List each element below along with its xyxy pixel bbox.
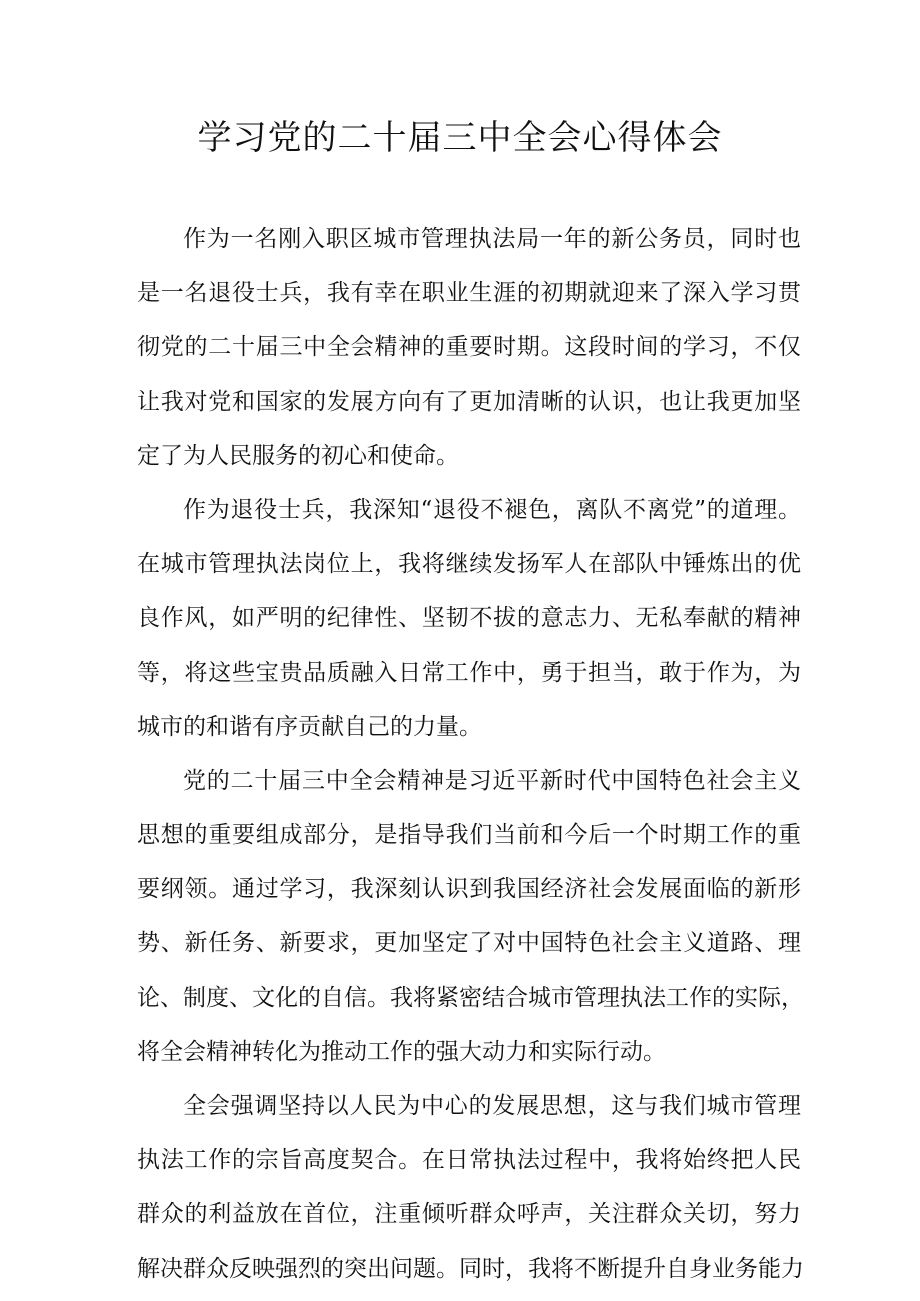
paragraph-2-line-4: 等，将这些宝贵品质融入日常工作中，勇于担当，敢于作为，为 [137,659,801,686]
paragraph-1-line-2: 是一名退役士兵，我有幸在职业生涯的初期就迎来了深入学习贯 [137,280,801,307]
paragraph-1-line-3: 彻党的二十届三中全会精神的重要时期。这段时间的学习，不仅 [137,334,801,361]
paragraph-1-line-1: 作为一名刚入职区城市管理执法局一年的新公务员，同时也 [183,226,801,252]
paragraph-2-line-2: 在城市管理执法岗位上，我将继续发扬军人在部队中锤炼出的优 [137,551,801,578]
paragraph-3-line-1: 党的二十届三中全会精神是习近平新时代中国特色社会主义 [183,767,801,794]
paragraph-3-line-2: 思想的重要组成部分，是指导我们当前和今后一个时期工作的重 [137,822,801,849]
document-body [137,212,804,1296]
paragraph-4-line-4: 解决群众反映强烈的突出问题。同时，我将不断提升自身业务能力 [137,1255,804,1282]
paragraph-2-line-3: 良作风，如严明的纪律性、坚韧不拔的意志力、无私奉献的精神 [137,605,801,632]
document-title: 学习党的二十届三中全会心得体会 [197,118,723,158]
paragraph-4-line-1: 全会强调坚持以人民为中心的发展思想，这与我们城市管理 [183,1093,801,1119]
paragraph-1-line-5: 定了为人民服务的初心和使命。 [137,442,459,469]
paragraph-3-line-6: 将全会精神转化为推动工作的强大动力和实际行动。 [137,1038,666,1065]
paragraph-2-line-1: 作为退役士兵，我深知“退役不褪色，离队不离党”的道理。 [183,496,801,523]
paragraph-3-line-4: 势、新任务、新要求，更加坚定了对中国特色社会主义道路、理 [137,930,801,957]
paragraph-4-line-3: 群众的利益放在首位，注重倾听群众呼声，关注群众关切，努力 [137,1201,801,1228]
paragraph-1-line-4: 让我对党和国家的发展方向有了更加清晰的认识，也让我更加坚 [137,388,801,415]
paragraph-2-line-5: 城市的和谐有序贡献自己的力量。 [137,713,482,740]
paragraph-3-line-5: 论、制度、文化的自信。我将紧密结合城市管理执法工作的实际， [137,984,804,1011]
paragraph-3-line-3: 要纲领。通过学习，我深刻认识到我国经济社会发展面临的新形 [137,876,801,903]
paragraph-4-line-2: 执法工作的宗旨高度契合。在日常执法过程中，我将始终把人民 [137,1147,801,1174]
